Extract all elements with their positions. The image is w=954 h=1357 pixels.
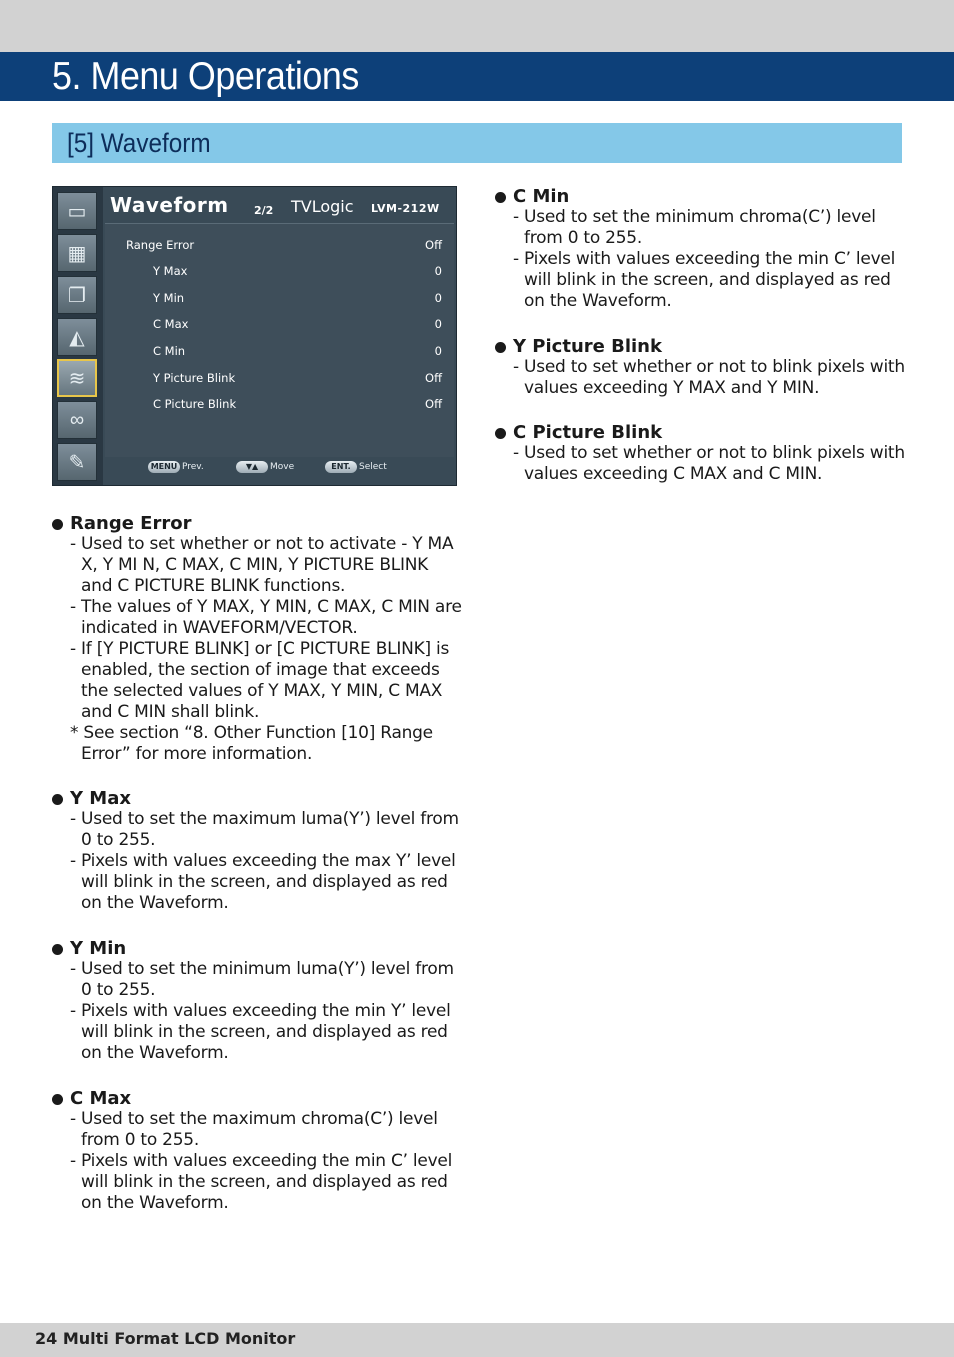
item-line: - Pixels with values exceeding the min Y’ level will blink in the screen, and displayed as red on the Waveform.	[70, 1001, 451, 1063]
osd-row-c-min	[105, 344, 454, 362]
bullet-icon	[52, 794, 63, 805]
osd-page: 2/2	[254, 204, 274, 217]
bullet-icon	[52, 944, 63, 955]
item-title: C Min	[495, 186, 905, 207]
move-key-label: Move	[270, 462, 295, 472]
item-line: - If [Y PICTURE BLINK] or [C PICTURE BLINK] is enabled, the section of image that exceeds the selected values of Y MAX, Y MIN, C MAX and C MIN shall blink.	[70, 639, 450, 722]
bullet-icon	[52, 1094, 63, 1105]
ent-key-icon: ENT.	[325, 461, 357, 473]
item-y-min	[52, 938, 462, 1064]
item-c-min	[495, 186, 905, 312]
item-y-max	[52, 788, 462, 914]
item-range-error	[52, 513, 462, 765]
item-c-max	[52, 1088, 462, 1214]
menu-key-icon: MENU	[148, 461, 180, 473]
speaker-icon: ◭	[57, 318, 97, 356]
osd-row-label: Y Max	[153, 264, 188, 278]
item-title: C Max	[52, 1088, 462, 1109]
color-bars-icon: ▦	[57, 234, 97, 272]
bullet-icon	[495, 428, 506, 439]
osd-title: Waveform	[110, 193, 229, 217]
bullet-icon	[495, 192, 506, 203]
osd-brand: TVLogic	[291, 197, 354, 216]
item-title: Y Picture Blink	[495, 336, 905, 357]
move-key-icon: ▼▲	[236, 461, 268, 473]
osd-row-range-error	[105, 238, 454, 256]
item-line: - Pixels with values exceeding the min C’ level will blink in the screen, and displayed as red on the Waveform.	[513, 249, 896, 311]
osd-sidebar	[53, 187, 103, 485]
osd-row-value: Off	[425, 238, 442, 252]
chapter-title: 5. Menu Operations	[52, 55, 359, 98]
bullet-icon	[495, 342, 506, 353]
section-title: [5] Waveform	[67, 128, 211, 158]
osd-row-value: 0	[434, 317, 442, 331]
item-title: Y Min	[52, 938, 462, 959]
item-line: - Used to set the minimum chroma(C’) level from 0 to 255.	[513, 207, 876, 248]
osd-row-value: Off	[425, 397, 442, 411]
menu-key-label: Prev.	[182, 462, 204, 472]
item-line: - Used to set whether or not to blink pixels with values exceeding C MAX and C MIN.	[513, 443, 905, 484]
osd-row-y-min	[105, 291, 454, 309]
item-title: Range Error	[52, 513, 462, 534]
osd-row-label: C Min	[153, 344, 186, 358]
chapter-title-bar	[0, 52, 954, 101]
windows-icon: ❐	[57, 276, 97, 314]
item-line: * See section “8. Other Function [10] Range Error” for more information.	[70, 723, 433, 764]
item-line: - Pixels with values exceeding the min C’ level will blink in the screen, and displayed as red on the Waveform.	[70, 1151, 453, 1213]
item-line: - Used to set the maximum chroma(C’) level from 0 to 255.	[70, 1109, 438, 1150]
item-line: - Used to set whether or not to blink pixels with values exceeding Y MAX and Y MIN.	[513, 357, 905, 398]
osd-row-c-picture-blink	[105, 397, 454, 415]
osd-model: LVM-212W	[371, 202, 440, 215]
item-line: - Pixels with values exceeding the max Y’ level will blink in the screen, and displayed as red on the Waveform.	[70, 851, 456, 913]
item-c-picture-blink	[495, 422, 905, 485]
top-band	[0, 0, 954, 52]
osd-row-label: C Picture Blink	[153, 397, 237, 411]
item-line: - Used to set the maximum luma(Y’) level from 0 to 255.	[70, 809, 459, 850]
osd-row-value: Off	[425, 371, 442, 385]
osd-row-c-max	[105, 317, 454, 335]
osd-row-value: 0	[434, 264, 442, 278]
osd-row-value: 0	[434, 291, 442, 305]
item-line: - The values of Y MAX, Y MIN, C MAX, C MIN are indicated in WAVEFORM/VECTOR.	[70, 597, 462, 638]
osd-screenshot	[52, 186, 457, 486]
footer-text: 24 Multi Format LCD Monitor	[35, 1329, 296, 1348]
osd-menu-panel	[105, 223, 454, 457]
bullet-icon	[52, 519, 63, 530]
osd-row-label: C Max	[153, 317, 189, 331]
osd-row-value: 0	[434, 344, 442, 358]
item-title: Y Max	[52, 788, 462, 809]
wrench-icon: ✎	[57, 443, 97, 481]
item-line: - Used to set the minimum luma(Y’) level from 0 to 255.	[70, 959, 454, 1000]
monitor-icon: ▭	[57, 192, 97, 230]
ent-key-label: Select	[359, 462, 387, 472]
osd-row-label: Y Picture Blink	[153, 371, 236, 385]
osd-footer	[105, 458, 454, 482]
item-line: - Used to set whether or not to activate - Y MA X, Y MI N, C MAX, C MIN, Y PICTURE BLINK and C PICTURE BLINK functions.	[70, 534, 454, 596]
waveform-icon: ≋	[57, 359, 97, 397]
section-title-bar	[52, 123, 902, 163]
page-footer	[0, 1323, 954, 1357]
osd-row-y-picture-blink	[105, 371, 454, 389]
link-icon: ∞	[57, 401, 97, 439]
item-y-picture-blink	[495, 336, 905, 399]
item-title: C Picture Blink	[495, 422, 905, 443]
osd-row-y-max	[105, 264, 454, 282]
osd-row-label: Range Error	[126, 238, 195, 252]
osd-row-label: Y Min	[153, 291, 185, 305]
